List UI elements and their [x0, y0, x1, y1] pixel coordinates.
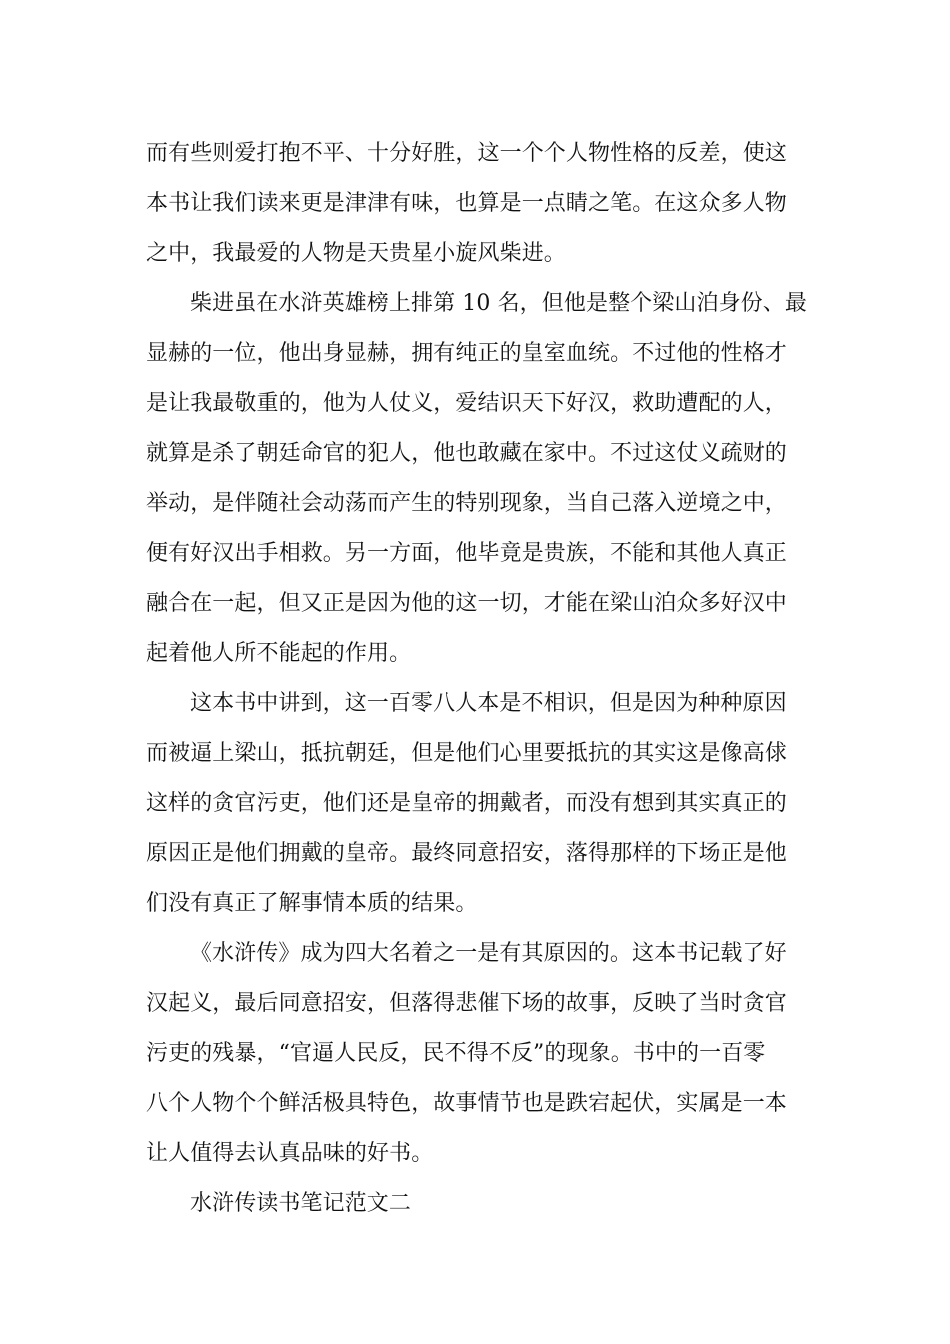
paragraph-1-line-3: 之中，我最爱的人物是天贵星小旋风柴进。	[146, 241, 566, 266]
document-body	[146, 129, 810, 1229]
paragraph-4-line-4: 八个人物个个鲜活极具特色，故事情节也是跌宕起伏，实属是一本	[146, 1091, 787, 1116]
paragraph-2-line-5: 举动，是伴随社会动荡而产生的特别现象，当自己落入逆境之中，	[146, 491, 787, 516]
paragraph-3-line-3: 这样的贪官污吏，他们还是皇帝的拥戴者，而没有想到其实真正的	[146, 791, 787, 816]
paragraph-4-line-1: 《水浒传》成为四大名着之一是有其原因的。这本书记载了好	[190, 941, 787, 966]
paragraph-2-line-7: 融合在一起，但又正是因为他的这一切，才能在梁山泊众多好汉中	[146, 591, 787, 616]
paragraph-3-line-2: 而被逼上梁山，抵抗朝廷，但是他们心里要抵抗的其实这是像高俅	[146, 741, 787, 766]
paragraph-2-line-8: 起着他人所不能起的作用。	[146, 641, 412, 666]
paragraph-3-line-5: 们没有真正了解事情本质的结果。	[146, 891, 478, 916]
paragraph-2-line-6: 便有好汉出手相救。另一方面，他毕竟是贵族，不能和其他人真正	[146, 541, 787, 566]
paragraph-2-line-1: 柴进虽在水浒英雄榜上排第 10 名，但他是整个梁山泊身份、最	[190, 291, 807, 316]
paragraph-4-line-3: 污吏的残暴，“官逼人民反，民不得不反”的现象。书中的一百零	[146, 1041, 766, 1066]
paragraph-3-line-4: 原因正是他们拥戴的皇帝。最终同意招安，落得那样的下场正是他	[146, 841, 787, 866]
paragraph-4-line-5: 让人值得去认真品味的好书。	[146, 1141, 434, 1166]
paragraph-1-line-2: 本书让我们读来更是津津有味，也算是一点睛之笔。在这众多人物	[146, 191, 787, 216]
paragraph-2-line-4: 就算是杀了朝廷命官的犯人，他也敢藏在家中。不过这仗义疏财的	[146, 441, 787, 466]
paragraph-3-line-1: 这本书中讲到，这一百零八人本是不相识，但是因为种种原因	[190, 691, 787, 716]
paragraph-2-line-3: 是让我最敬重的，他为人仗义，爱结识天下好汉，救助遭配的人，	[146, 391, 787, 416]
section-heading: 水浒传读书笔记范文二	[190, 1191, 412, 1216]
paragraph-1-line-1: 而有些则爱打抱不平、十分好胜，这一个个人物性格的反差，使这	[146, 141, 787, 166]
paragraph-4-line-2: 汉起义，最后同意招安，但落得悲催下场的故事，反映了当时贪官	[146, 991, 787, 1016]
paragraph-2-line-2: 显赫的一位，他出身显赫，拥有纯正的皇室血统。不过他的性格才	[146, 341, 787, 366]
